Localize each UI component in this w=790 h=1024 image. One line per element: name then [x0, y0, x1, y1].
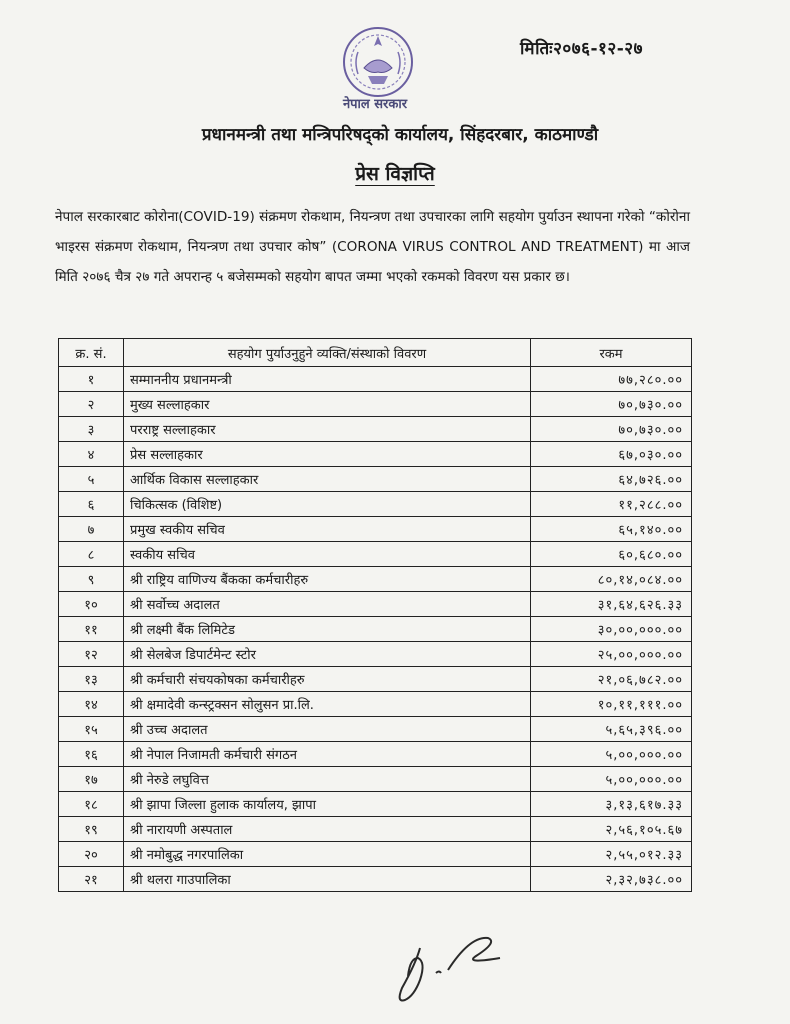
amount-cell: ३,१३,६१७.३३	[531, 792, 692, 817]
table-row	[59, 567, 692, 592]
column-header-amount: रकम	[531, 339, 692, 367]
serial-number-cell: १३	[59, 667, 124, 692]
intro-paragraph: नेपाल सरकारबाट कोरोना(COVID-19) संक्रमण रोकथाम, नियन्त्रण तथा उपचारका लागि सहयोग पुर्याउन स्थापना गरेको “कोरोना भाइरस संक्रमण रोकथाम, नियन्त्रण तथा उपचार कोष” (CORONA VIRUS CONTROL AND TREATMENT) मा आज मिति २०७६ चैत्र २७ गते अपरान्ह ५ बजेसम्मको सहयोग बापत जम्मा भएको रकमको विवरण यस प्रकार छ।	[55, 209, 690, 285]
amount-cell: २,३२,७३८.००	[531, 867, 692, 892]
table-row	[59, 742, 692, 767]
serial-number-cell: १९	[59, 817, 124, 842]
table-row	[59, 592, 692, 617]
donor-name-cell: चिकित्सक (विशिष्ट)	[124, 492, 531, 517]
table-row	[59, 617, 692, 642]
amount-cell: ८०,१४,०८४.००	[531, 567, 692, 592]
donor-name-cell: स्वकीय सचिव	[124, 542, 531, 567]
government-name: नेपाल सरकार	[342, 97, 408, 112]
table-row	[59, 842, 692, 867]
amount-cell: ७७,२८०.००	[531, 367, 692, 392]
amount-cell: २,५५,०१२.३३	[531, 842, 692, 867]
serial-number-cell: ३	[59, 417, 124, 442]
amount-cell: ५,६५,३९६.००	[531, 717, 692, 742]
table-row	[59, 642, 692, 667]
donor-name-cell: मुख्य सल्लाहकार	[124, 392, 531, 417]
serial-number-cell: २१	[59, 867, 124, 892]
donor-name-cell: श्री झापा जिल्ला हुलाक कार्यालय, झापा	[124, 792, 531, 817]
donor-name-cell: प्रमुख स्वकीय सचिव	[124, 517, 531, 542]
office-name: प्रधानमन्त्री तथा मन्त्रिपरिषद्को कार्यालय, सिंहदरबार, काठमाण्डौ	[201, 125, 599, 145]
donor-name-cell: परराष्ट्र सल्लाहकार	[124, 417, 531, 442]
table-row	[59, 467, 692, 492]
amount-cell: २५,००,०००.००	[531, 642, 692, 667]
table-row	[59, 517, 692, 542]
donor-name-cell: श्री क्षमादेवी कन्स्ट्रक्सन सोलुसन प्रा.लि.	[124, 692, 531, 717]
table-row	[59, 792, 692, 817]
amount-cell: २१,०६,७८२.००	[531, 667, 692, 692]
serial-number-cell: २०	[59, 842, 124, 867]
serial-number-cell: ७	[59, 517, 124, 542]
donor-name-cell: श्री नेपाल निजामती कर्मचारी संगठन	[124, 742, 531, 767]
donor-name-cell: श्री नारायणी अस्पताल	[124, 817, 531, 842]
donor-name-cell: श्री उच्च अदालत	[124, 717, 531, 742]
amount-cell: ७०,७३०.००	[531, 417, 692, 442]
amount-cell: ६४,७२६.००	[531, 467, 692, 492]
government-emblem-icon	[338, 22, 418, 102]
serial-number-cell: १७	[59, 767, 124, 792]
table-row	[59, 492, 692, 517]
donor-name-cell: श्री राष्ट्रिय वाणिज्य बैंकका कर्मचारीहरु	[124, 567, 531, 592]
donor-name-cell: श्री सेलबेज डिपार्टमेन्ट स्टोर	[124, 642, 531, 667]
serial-number-cell: १५	[59, 717, 124, 742]
serial-number-cell: ८	[59, 542, 124, 567]
amount-cell: ५,००,०००.००	[531, 742, 692, 767]
table-row	[59, 442, 692, 467]
table-row	[59, 392, 692, 417]
serial-number-cell: १	[59, 367, 124, 392]
donor-name-cell: श्री थलरा गाउपालिका	[124, 867, 531, 892]
donor-name-cell: सम्माननीय प्रधानमन्त्री	[124, 367, 531, 392]
donor-name-cell: श्री लक्ष्मी बैंक लिमिटेड	[124, 617, 531, 642]
table-row	[59, 667, 692, 692]
table-row	[59, 867, 692, 892]
amount-cell: ११,२८८.००	[531, 492, 692, 517]
serial-number-cell: १०	[59, 592, 124, 617]
table-row	[59, 717, 692, 742]
donor-name-cell: आर्थिक विकास सल्लाहकार	[124, 467, 531, 492]
release-date: मितिः२०७६-१२-२७	[520, 39, 643, 59]
donor-name-cell: प्रेस सल्लाहकार	[124, 442, 531, 467]
amount-cell: ७०,७३०.००	[531, 392, 692, 417]
page-title: प्रेस विज्ञप्ति	[355, 163, 435, 185]
table-row	[59, 767, 692, 792]
donor-name-cell: श्री कर्मचारी संचयकोषका कर्मचारीहरु	[124, 667, 531, 692]
table-row	[59, 417, 692, 442]
serial-number-cell: ६	[59, 492, 124, 517]
amount-cell: २,५६,१०५.६७	[531, 817, 692, 842]
amount-cell: ६५,१४०.००	[531, 517, 692, 542]
serial-number-cell: २	[59, 392, 124, 417]
table-header-row	[59, 339, 692, 367]
serial-number-cell: १८	[59, 792, 124, 817]
serial-number-cell: १२	[59, 642, 124, 667]
serial-number-cell: ९	[59, 567, 124, 592]
amount-cell: ३०,००,०००.००	[531, 617, 692, 642]
table-row	[59, 817, 692, 842]
column-header-donor: सहयोग पुर्याउनुहुने व्यक्ति/संस्थाको विवरण	[124, 339, 531, 367]
serial-number-cell: १६	[59, 742, 124, 767]
amount-cell: ५,००,०००.००	[531, 767, 692, 792]
table-row	[59, 367, 692, 392]
amount-cell: ६७,०३०.००	[531, 442, 692, 467]
donor-name-cell: श्री सर्वोच्च अदालत	[124, 592, 531, 617]
serial-number-cell: ११	[59, 617, 124, 642]
serial-number-cell: ५	[59, 467, 124, 492]
table-row	[59, 692, 692, 717]
donations-table	[58, 338, 692, 892]
amount-cell: १०,११,१११.००	[531, 692, 692, 717]
serial-number-cell: ४	[59, 442, 124, 467]
donor-name-cell: श्री नेरुडे लघुवित्त	[124, 767, 531, 792]
amount-cell: ३१,६४,६२६.३३	[531, 592, 692, 617]
serial-number-cell: १४	[59, 692, 124, 717]
column-header-serial: क्र. सं.	[59, 339, 124, 367]
donor-name-cell: श्री नमोबुद्ध नगरपालिका	[124, 842, 531, 867]
table-row	[59, 542, 692, 567]
signature	[380, 918, 510, 1018]
amount-cell: ६०,६८०.००	[531, 542, 692, 567]
